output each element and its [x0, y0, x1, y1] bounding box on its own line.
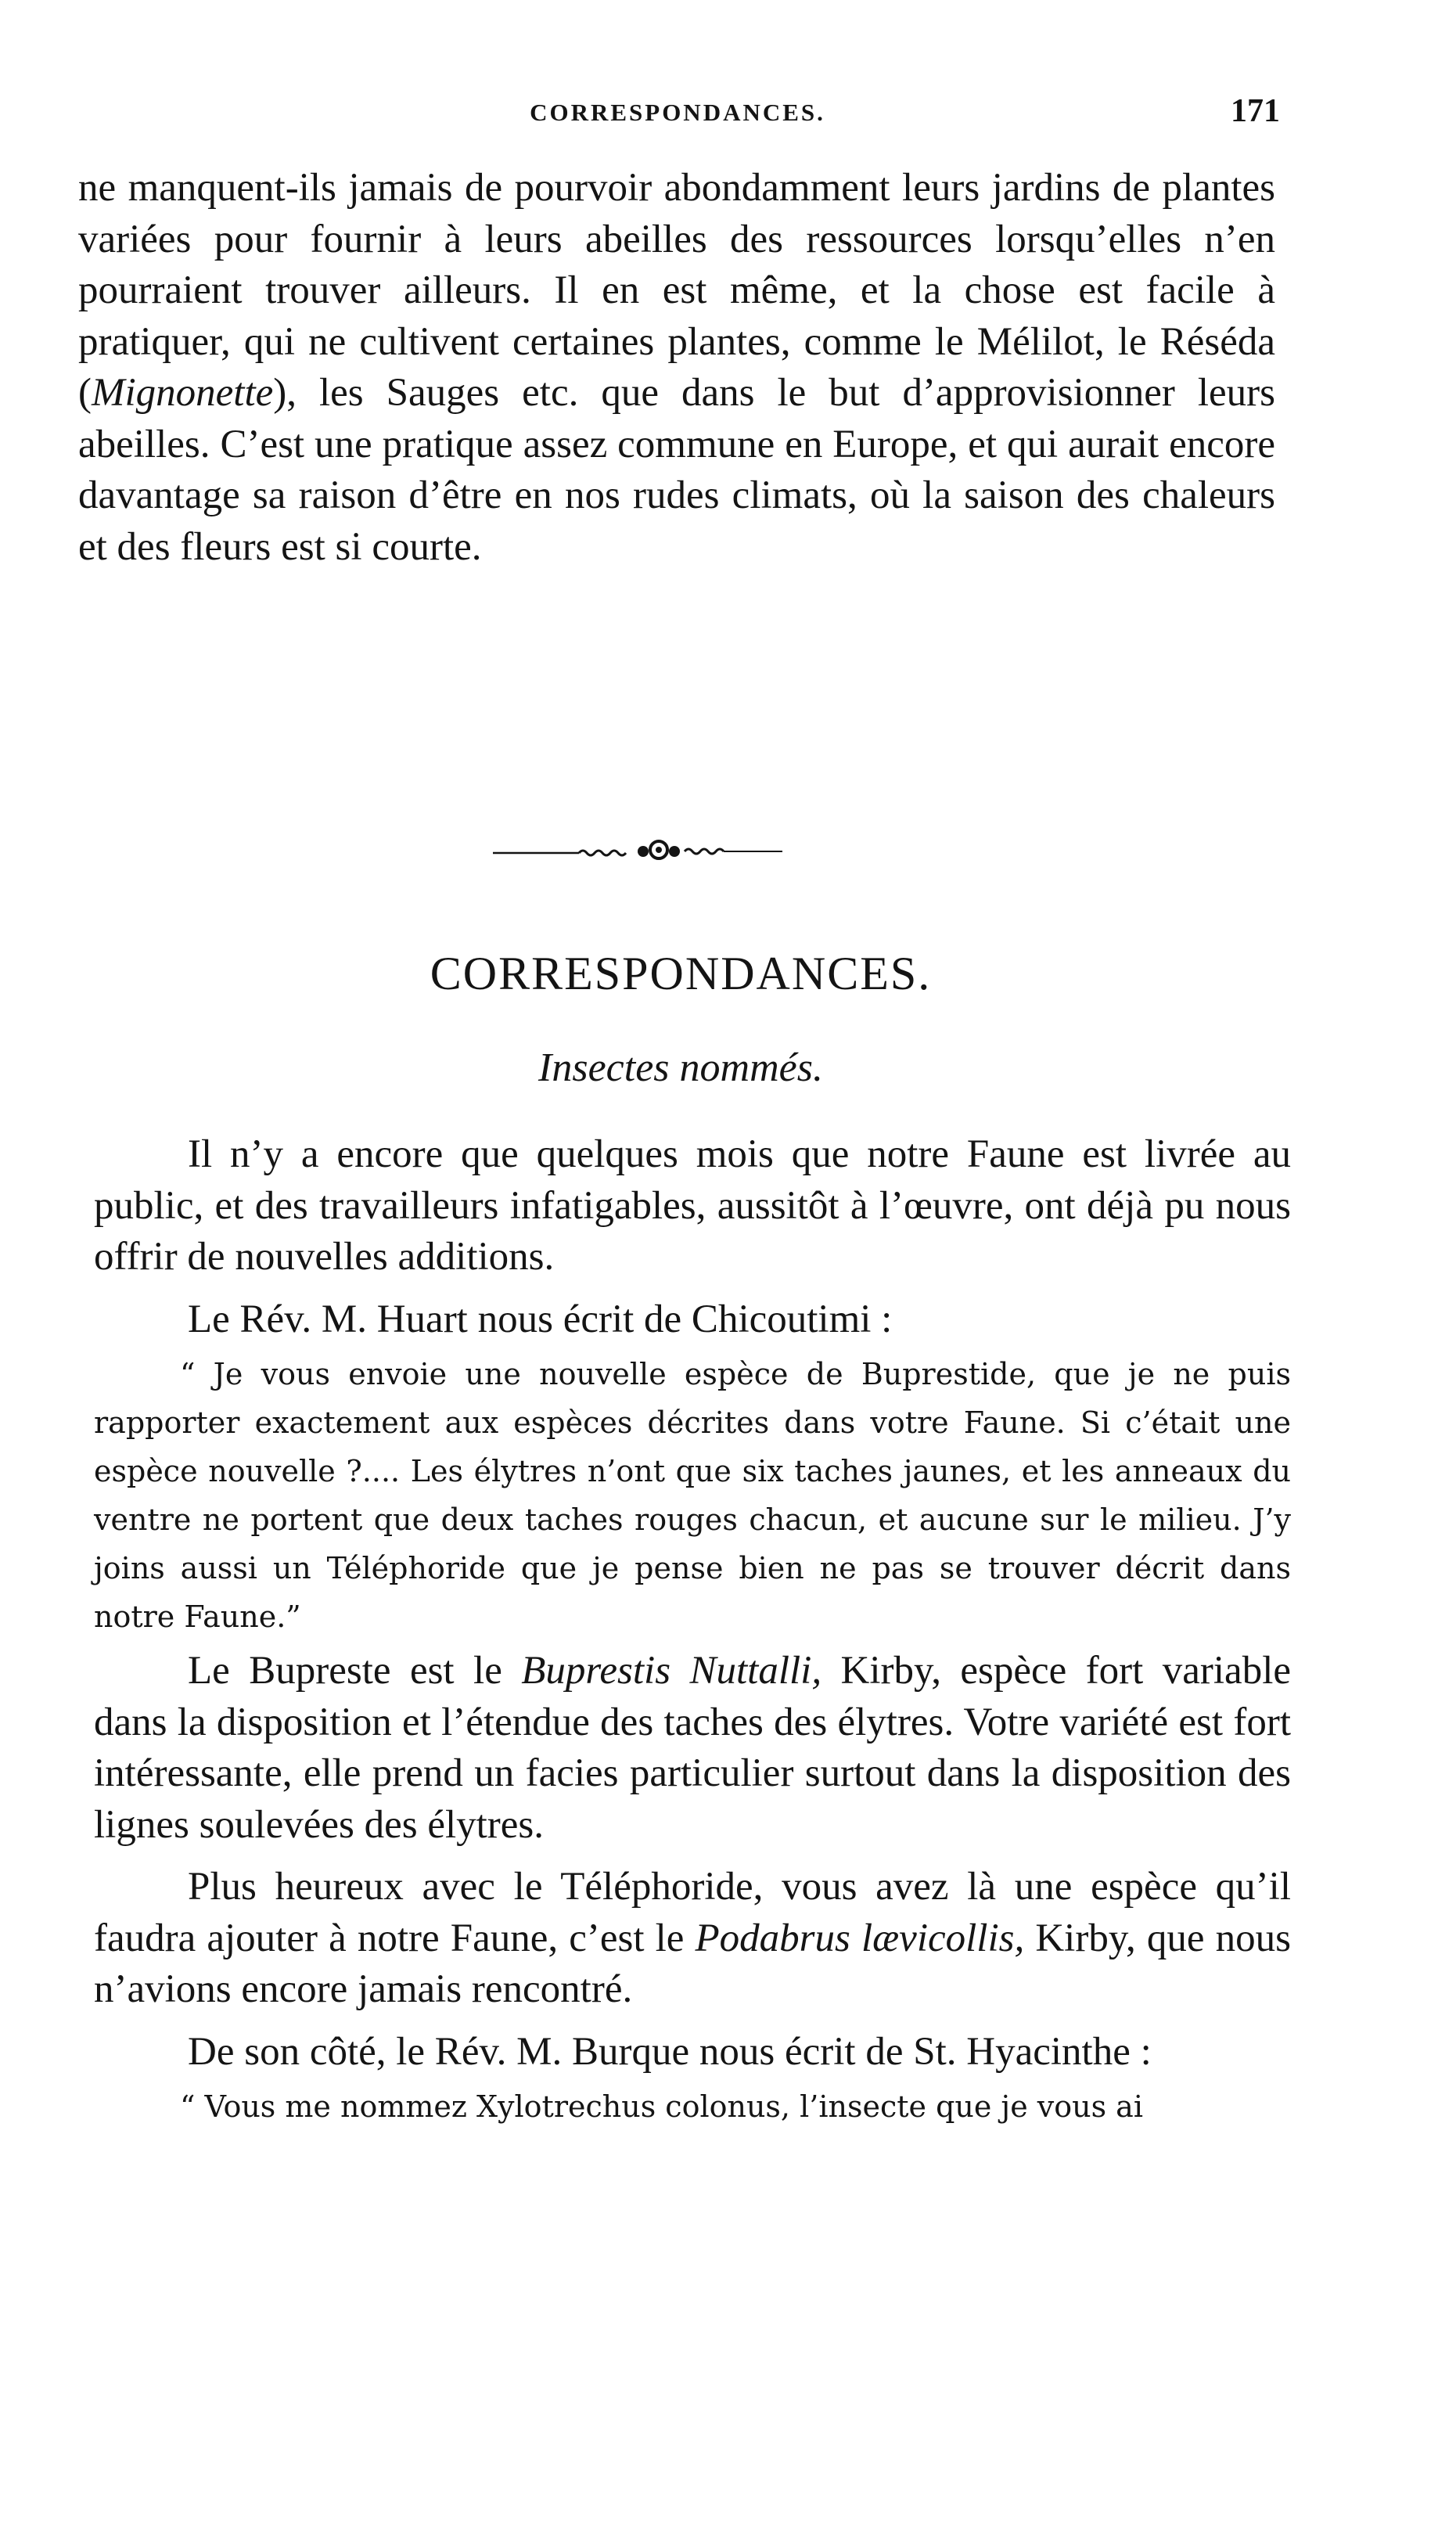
running-title: CORRESPONDANCES.: [530, 99, 825, 126]
body-paragraph-1: Il n’y a encore que quelques mois que notre Faune est livrée au public, et des travailleurs infatigables, aussitôt à l’œuvre, ont déjà pu nous offrir de nouvelles additions.: [94, 1132, 1291, 1279]
intro-italic-mignonette: Mignonette: [91, 371, 274, 415]
p3-italic-species: Buprestis Nuttalli,: [521, 1649, 822, 1693]
letter-quote-burque: [94, 2082, 1291, 2131]
letter2-text-b: l’insecte que je vous ai: [790, 2089, 1143, 2124]
body-paragraph-3: [94, 1646, 1291, 1851]
intro-text-a: ne manquent-ils jamais de pourvoir abondamment leurs jardins de plantes variées pour fournir à leurs abeilles des ressources lorsqu’elles n’en pourraient trouver ailleurs. Il en est même, et la chose est facile à pratiquer, qui ne cultivent certaines plantes, comme le Mélilot, le Réséda (: [78, 166, 1275, 415]
intro-paragraph-block: [78, 163, 1275, 573]
letter-quote-huart: “ Je vous envoie une nouvelle espèce de Buprestide, que je ne puis rapporter exactement aux espèces décrites dans votre Faune. Si c’était une espèce nouvelle ?.... Les élytres n’ont que six taches jaunes, et les anneaux du ventre ne portent que deux taches rouges chacun, et aucune sur le milieu. J’y joins aussi un Téléphoride que je pense bien ne pas se trouver décrit dans notre Faune.”: [94, 1357, 1291, 1634]
p3-text-b: Kirby, espèce fort variable dans la disposition et l’étendue des taches des élytres. Votre variété est fort intéressante, elle prend un facies particulier surtout dans la disposition des lignes soulevées des élytres.: [94, 1649, 1291, 1847]
intro-paragraph: [78, 163, 1275, 573]
letter2-italic-species: Xylotrechus colonus,: [476, 2089, 791, 2124]
p4-text-a: Plus heureux avec le Téléphoride, vous avez là une espèce qu’il faudra ajouter à notre Faune, c’est le: [94, 1865, 1291, 1960]
body-paragraph-5: De son côté, le Rév. M. Burque nous écrit de St. Hyacinthe :: [188, 2029, 1152, 2074]
page-number: 171: [1231, 93, 1280, 129]
p3-text-a: Le Bupreste est le: [188, 1649, 522, 1693]
letter2-text-a: “ Vous me nommez: [180, 2089, 476, 2124]
intro-text-b: ), les Sauges etc. que dans le but d’approvisionner leurs abeilles. C’est une pratique assez commune en Europe, et qui aurait encore davantage sa raison d’être en nos rudes climats, où la saison des chaleurs et des fleurs est si courte.: [78, 371, 1275, 569]
ornament-divider: [493, 836, 884, 867]
section-title: CORRESPONDANCES.: [430, 948, 932, 999]
p4-italic-species: Podabrus lævicollis,: [695, 1916, 1025, 1960]
p4-text-b: Kirby, que nous n’avions encore jamais rencontré.: [94, 1916, 1291, 2011]
correspondence-body: [94, 1129, 1291, 2136]
running-header: [75, 92, 1280, 139]
body-paragraph-2: Le Rév. M. Huart nous écrit de Chicoutimi :: [188, 1297, 893, 1341]
body-paragraph-4: [94, 1862, 1291, 2016]
section-subtitle: Insectes nommés.: [538, 1045, 823, 1090]
